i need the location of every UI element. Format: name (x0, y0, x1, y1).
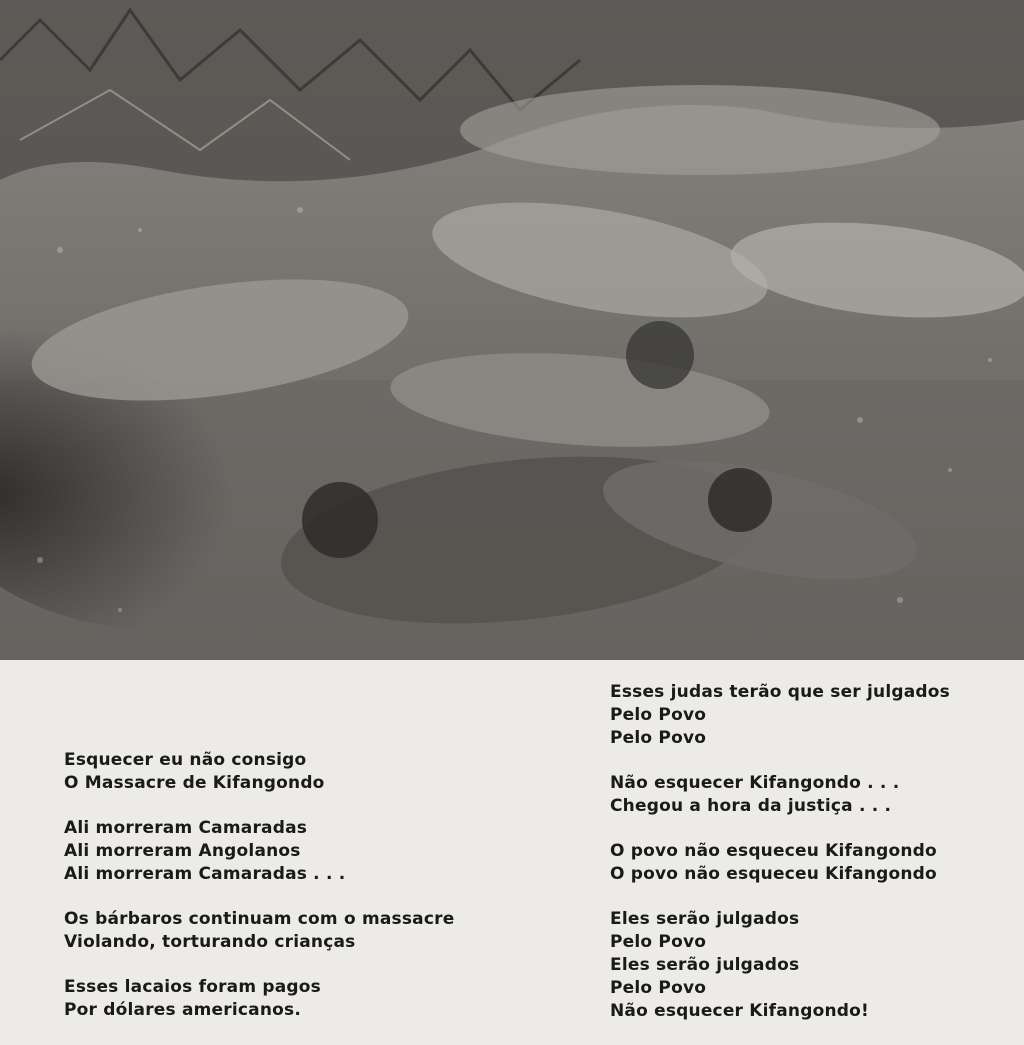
stanza (64, 908, 524, 954)
poem-line: O povo não esqueceu Kifangondo (610, 864, 937, 884)
poem-line: Eles serão julgados (610, 909, 800, 929)
poem-line: Esses lacaios foram pagos (64, 977, 321, 997)
stanza (610, 681, 1010, 750)
poem-line: O povo não esqueceu Kifangondo (610, 841, 937, 861)
poem-line: Esses judas terão que ser julgados (610, 682, 950, 702)
poem-line: Não esquecer Kifangondo! (610, 1001, 869, 1021)
poem-line: Pelo Povo (610, 705, 707, 725)
poem-panel (0, 660, 1024, 1024)
poem-line: Ali morreram Camaradas . . . (64, 864, 346, 884)
stanza (610, 772, 1010, 818)
poem-right-column (610, 681, 1010, 1045)
poem-line: Eles serão julgados (610, 955, 800, 975)
poem-line: Ali morreram Camaradas (64, 818, 308, 838)
stanza (610, 840, 1010, 886)
poem-line: Esquecer eu não consigo (64, 750, 307, 770)
poem-line: Não esquecer Kifangondo . . . (610, 773, 900, 793)
poem-line: Pelo Povo (610, 932, 707, 952)
stanza (64, 749, 524, 795)
poem-line: Os bárbaros continuam com o massacre (64, 909, 455, 929)
poem-line: Chegou a hora da justiça . . . (610, 796, 892, 816)
poem-line: Por dólares americanos. (64, 1000, 301, 1020)
poem-left-column (64, 749, 524, 1044)
poem-line: Pelo Povo (610, 728, 707, 748)
stanza (64, 817, 524, 886)
stanza (610, 908, 1010, 1023)
poem-line: Violando, torturando crianças (64, 932, 356, 952)
poem-line: Pelo Povo (610, 978, 707, 998)
stanza (64, 976, 524, 1022)
poem-line: Ali morreram Angolanos (64, 841, 301, 861)
poem-line: O Massacre de Kifangondo (64, 773, 325, 793)
